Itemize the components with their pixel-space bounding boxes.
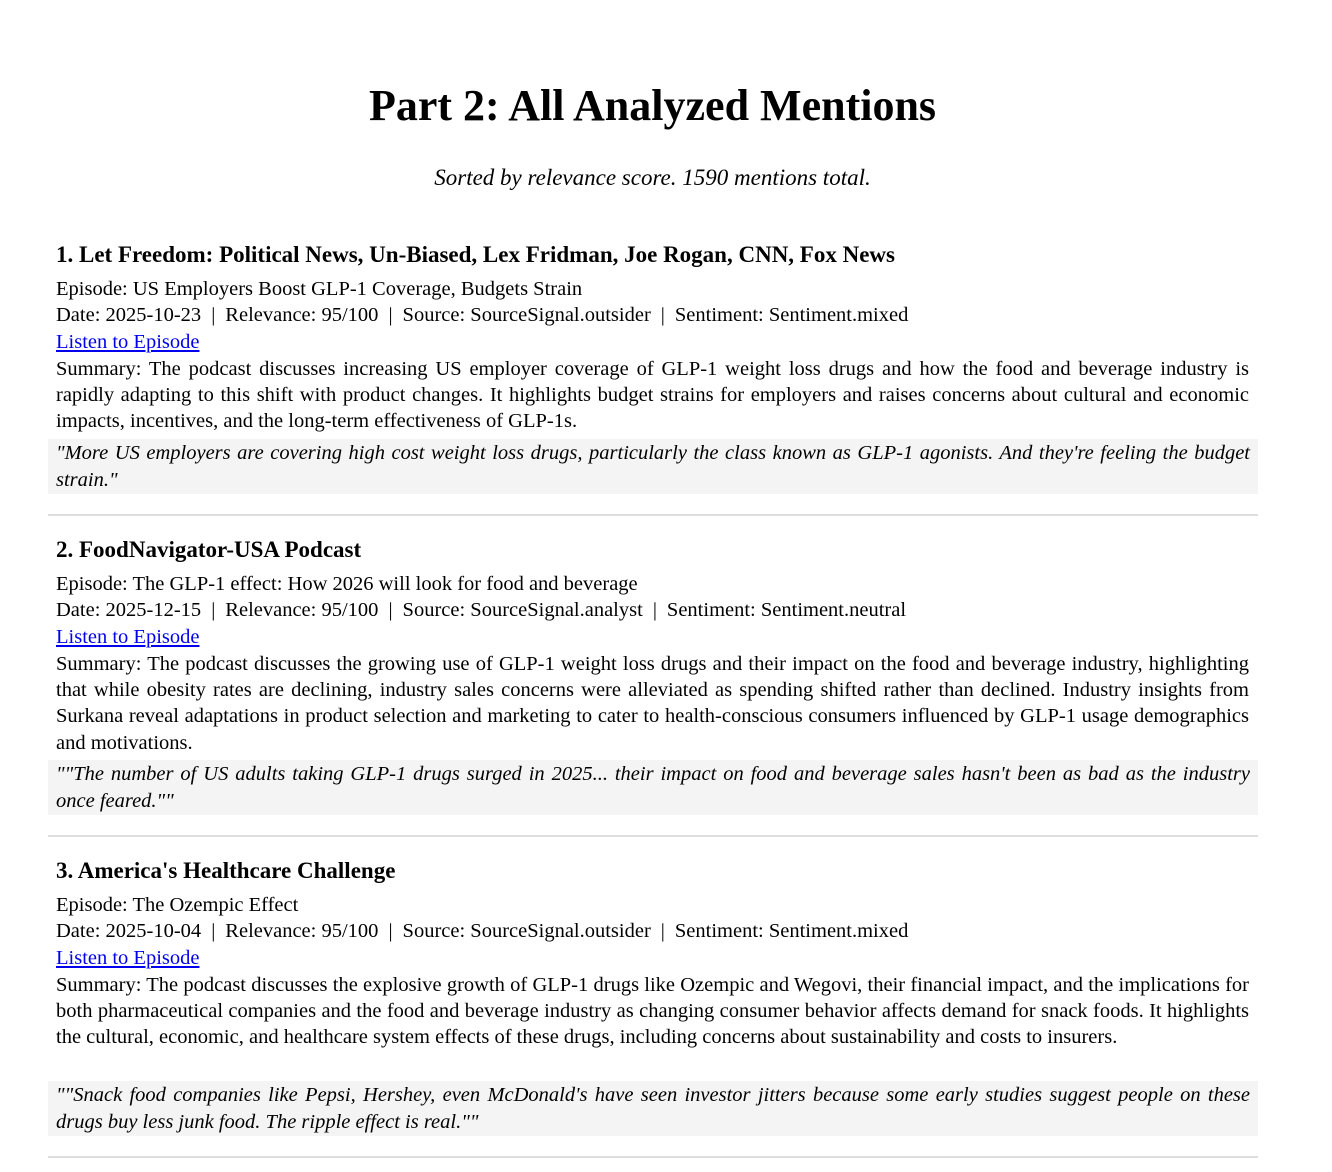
meta-line <box>56 597 906 624</box>
summary-text <box>56 651 1249 756</box>
meta-separator: | <box>211 304 216 326</box>
listen-to-episode-link[interactable]: Listen to Episode <box>56 331 200 353</box>
summary-label: Summary: <box>56 358 149 380</box>
meta-separator: | <box>652 599 657 621</box>
summary-body: The podcast discusses the explosive growth of GLP-1 drugs like Ozempic and Wegovi, their financial impact, and the implications for both pharmaceutical companies and the food and beverage industry as changing consumer behavior affects demand for snack foods. It highlights the cultural, economic, and healthcare system effects of these drugs, including concerns about sustainability and costs to insurers. <box>56 974 1249 1049</box>
episode-label: Episode: <box>56 573 133 595</box>
relevance-label: Relevance: <box>225 920 322 942</box>
episode-title: US Employers Boost GLP-1 Coverage, Budgets Strain <box>132 278 583 300</box>
page-title: Part 2: All Analyzed Mentions <box>368 81 937 130</box>
sentiment-value: Sentiment.mixed <box>768 304 909 326</box>
date-value: 2025-12-15 <box>105 599 202 621</box>
relevance-value: 95/100 <box>321 304 379 326</box>
date-label: Date: <box>56 599 106 621</box>
episode-title: The GLP-1 effect: How 2026 will look for food and beverage <box>132 573 638 595</box>
sentiment-value: Sentiment.neutral <box>760 599 907 621</box>
quote-block: ""Snack food companies like Pepsi, Hershey, even McDonald's have seen investor jitters because some early studies suggest people on these drugs buy less junk food. The ripple effect is real."" <box>48 1081 1258 1136</box>
source-value: SourceSignal.outsider <box>470 304 651 326</box>
meta-separator: | <box>211 599 216 621</box>
mention-item <box>48 856 1258 1158</box>
page-subtitle: Sorted by relevance score. 1590 mentions total. <box>434 165 871 190</box>
source-label: Source: <box>402 920 471 942</box>
date-value: 2025-10-04 <box>105 920 202 942</box>
quote-block: ""The number of US adults taking GLP-1 drugs surged in 2025... their impact on food and beverage sales hasn't been as bad as the industry once feared."" <box>48 760 1258 815</box>
episode-line <box>56 892 298 919</box>
date-label: Date: <box>56 920 106 942</box>
source-label: Source: <box>402 599 471 621</box>
summary-label: Summary: <box>56 974 147 996</box>
summary-text <box>56 356 1249 435</box>
sentiment-label: Sentiment: <box>674 304 769 326</box>
episode-line <box>56 571 638 598</box>
summary-body: The podcast discusses the growing use of GLP-1 weight loss drugs and their impact on the food and beverage industry, highlighting that while obesity rates are declining, industry sales concerns were alleviated as spending shifted rather than declined. Industry insights from Surkana reveal adaptations in product selection and marketing to cater to health-conscious consumers influenced by GLP-1 usage demographics and motivations. <box>56 653 1249 754</box>
relevance-value: 95/100 <box>321 599 379 621</box>
date-value: 2025-10-23 <box>105 304 202 326</box>
episode-label: Episode: <box>56 278 133 300</box>
quote-block: "More US employers are covering high cost weight loss drugs, particularly the class known as GLP-1 agonists. And they're feeling the budget strain." <box>48 439 1258 494</box>
sentiment-value: Sentiment.mixed <box>768 920 909 942</box>
relevance-label: Relevance: <box>225 304 322 326</box>
episode-label: Episode: <box>56 894 133 916</box>
listen-to-episode-link[interactable]: Listen to Episode <box>56 947 200 969</box>
meta-separator: | <box>388 920 393 942</box>
episode-title: The Ozempic Effect <box>132 894 299 916</box>
summary-text <box>56 972 1249 1051</box>
meta-line <box>56 302 908 329</box>
mention-item <box>48 535 1258 837</box>
meta-separator: | <box>660 304 665 326</box>
source-value: SourceSignal.analyst <box>470 599 643 621</box>
meta-separator: | <box>660 920 665 942</box>
relevance-label: Relevance: <box>225 599 322 621</box>
mention-item <box>48 240 1258 516</box>
source-value: SourceSignal.outsider <box>470 920 651 942</box>
sentiment-label: Sentiment: <box>666 599 761 621</box>
meta-separator: | <box>211 920 216 942</box>
sentiment-label: Sentiment: <box>674 920 769 942</box>
date-label: Date: <box>56 304 106 326</box>
summary-label: Summary: <box>56 653 148 675</box>
mention-heading: 2. FoodNavigator-USA Podcast <box>56 537 362 562</box>
source-label: Source: <box>402 304 471 326</box>
mention-heading: 1. Let Freedom: Political News, Un-Biased, Lex Fridman, Joe Rogan, CNN, Fox News <box>56 242 895 267</box>
meta-separator: | <box>388 304 393 326</box>
episode-line <box>56 276 582 303</box>
meta-separator: | <box>388 599 393 621</box>
summary-body: The podcast discusses increasing US employer coverage of GLP-1 weight loss drugs and how the food and beverage industry is rapidly adapting to this shift with product changes. It highlights budget strains for employers and raises concerns about cultural and economic impacts, incentives, and the long-term effectiveness of GLP-1s. <box>56 358 1249 433</box>
relevance-value: 95/100 <box>321 920 379 942</box>
mention-heading: 3. America's Healthcare Challenge <box>56 858 396 883</box>
listen-to-episode-link[interactable]: Listen to Episode <box>56 626 200 648</box>
meta-line <box>56 918 908 945</box>
